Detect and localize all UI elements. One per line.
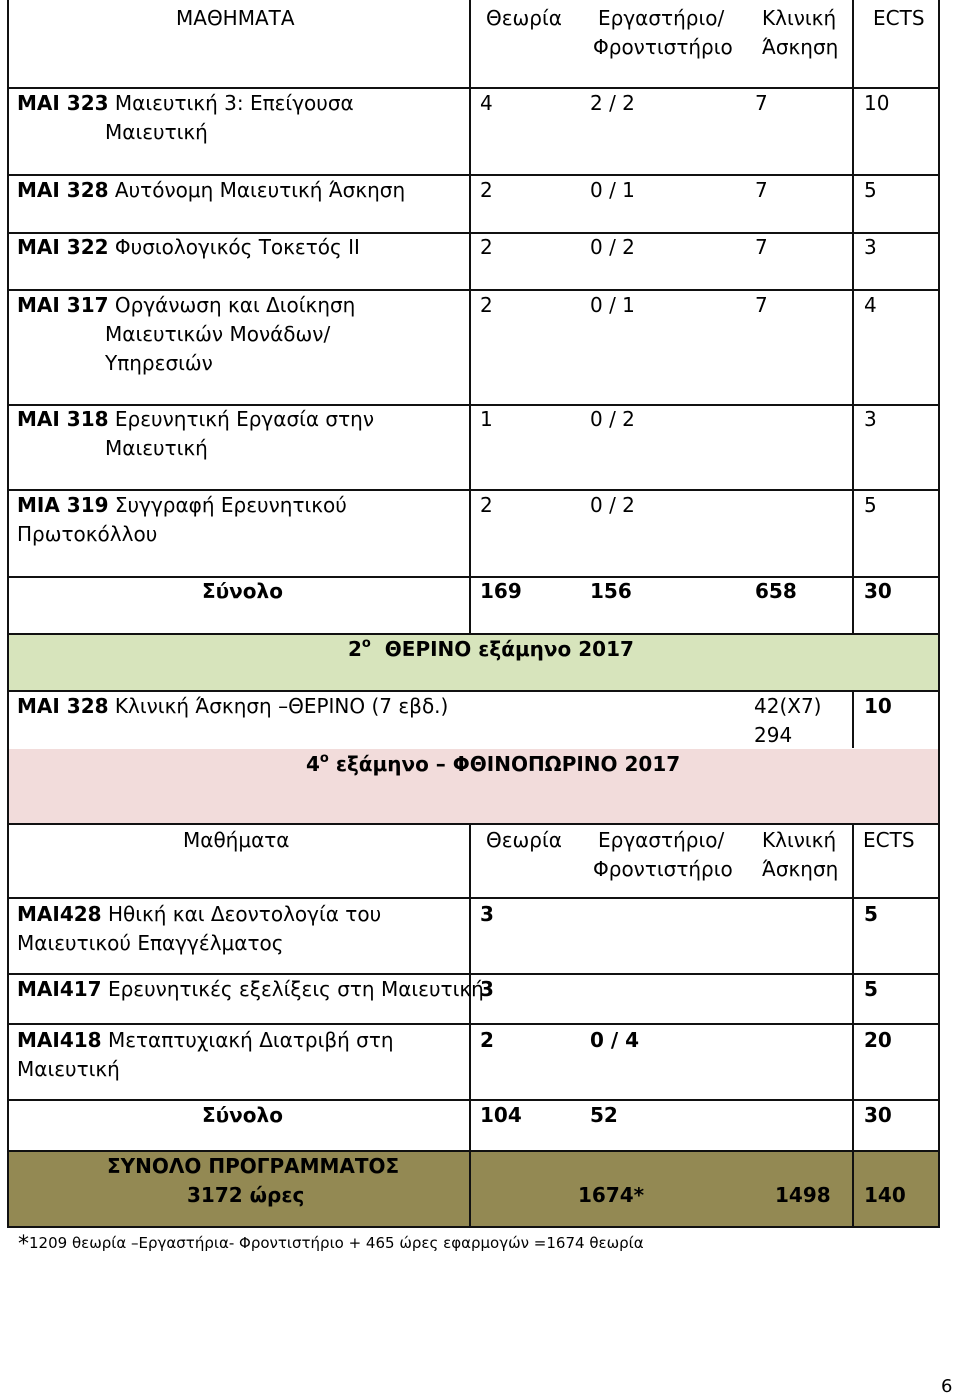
course-title: Αυτόνομη Μαιευτική Άσκηση <box>114 178 406 202</box>
ordinal-superscript: ο <box>319 751 329 766</box>
course-title: Οργάνωση και Διοίκηση <box>114 293 356 317</box>
course-row <box>17 233 360 262</box>
ordinal-superscript: ο <box>361 636 371 651</box>
header-lab-l2: Φροντιστήριο <box>593 35 733 59</box>
total-lab: 52 <box>590 1103 618 1127</box>
total-ects: 30 <box>864 1103 892 1127</box>
clinical-value: 7 <box>755 293 768 317</box>
course-code: ΜΑΙ 322 <box>17 235 109 259</box>
page-number: 6 <box>941 1376 953 1397</box>
clinical-value: 7 <box>755 235 768 259</box>
header-lab-l2: Φροντιστήριο <box>593 857 733 881</box>
course-row <box>17 900 381 929</box>
course-code: ΜΑΙ417 <box>17 977 102 1001</box>
course-title: Μεταπτυχιακή Διατριβή στη <box>107 1028 394 1052</box>
header-clinical-l2: Άσκηση <box>762 35 839 59</box>
header-lab-l1: Εργαστήριο/ <box>598 828 725 852</box>
theory-value: 2 <box>480 178 493 202</box>
course-title: Ερευνητική Εργασία στην <box>114 407 374 431</box>
lab-value: 0 / 1 <box>590 178 635 202</box>
rule <box>7 897 940 899</box>
rule <box>7 1226 940 1228</box>
lab-value: 0 / 2 <box>590 407 635 431</box>
header-clinical-l1: Κλινική <box>762 828 837 852</box>
course-code: ΜΑΙ418 <box>17 1028 102 1052</box>
course-code: ΜΑΙ 318 <box>17 407 109 431</box>
lab-value: 0 / 2 <box>590 493 635 517</box>
footnote-text: 1209 θεωρία –Εργαστήρια- Φροντιστήριο + 465 ώρες εφαρμογών =1674 θεωρία <box>29 1234 644 1252</box>
rule <box>852 0 854 634</box>
course-title-cont: Μαιευτική <box>105 436 208 460</box>
rule <box>469 823 471 1227</box>
header-clinical-l1: Κλινική <box>762 6 837 30</box>
rule <box>7 1099 940 1101</box>
header-courses: ΜΑΘΗΜΑΤΑ <box>176 6 295 30</box>
semester-name: ΘΕΡΙΝΟ εξάμηνο 2017 <box>384 637 634 661</box>
program-total-clinical: 1498 <box>775 1183 831 1207</box>
footnote <box>18 1232 644 1257</box>
program-total-hours: 3172 ώρες <box>187 1183 305 1207</box>
course-title-cont: Υπηρεσιών <box>105 351 213 375</box>
course-row <box>17 176 405 205</box>
course-row <box>17 491 347 520</box>
course-row <box>17 89 354 118</box>
course-title-cont: Μαιευτική <box>17 1057 120 1081</box>
semester-number: 4 <box>306 752 320 776</box>
ects-value: 4 <box>864 293 877 317</box>
rule <box>7 576 940 578</box>
course-title-cont: Πρωτοκόλλου <box>17 522 158 546</box>
lab-value: 0 / 2 <box>590 235 635 259</box>
ects-value: 20 <box>864 1028 892 1052</box>
rule <box>7 0 9 1228</box>
course-title: Συγγραφή Ερευνητικού <box>114 493 347 517</box>
header-lab-l1: Εργαστήριο/ <box>598 6 725 30</box>
semester-name: εξάμηνο – ΦΘΙΝΟΠΩΡΙΝΟ 2017 <box>335 752 681 776</box>
course-code: ΜΑΙ 317 <box>17 293 109 317</box>
total-lab: 156 <box>590 579 632 603</box>
ects-value: 5 <box>864 493 877 517</box>
total-clinical: 658 <box>755 579 797 603</box>
rule <box>7 823 940 825</box>
clinical-value: 42(Χ7) <box>754 694 822 718</box>
header-courses: Μαθήματα <box>183 828 290 852</box>
rule <box>469 0 471 634</box>
ects-value: 10 <box>864 91 890 115</box>
theory-value: 2 <box>480 293 493 317</box>
course-code: ΜΑΙ 328 <box>17 694 109 718</box>
course-title: Ηθική και Δεοντολογία του <box>107 902 382 926</box>
header-clinical-l2: Άσκηση <box>762 857 839 881</box>
total-theory: 104 <box>480 1103 522 1127</box>
total-ects: 30 <box>864 579 892 603</box>
clinical-value: 7 <box>755 91 768 115</box>
lab-value: 0 / 1 <box>590 293 635 317</box>
ects-value: 5 <box>864 178 877 202</box>
header-ects: ECTS <box>863 828 915 852</box>
course-code: ΜΑΙ428 <box>17 902 102 926</box>
rule <box>852 690 854 748</box>
total-theory: 169 <box>480 579 522 603</box>
course-row <box>17 975 484 1004</box>
program-total-lab: 1674* <box>578 1183 645 1207</box>
course-title-cont: Μαιευτικού Επαγγέλματος <box>17 931 284 955</box>
header-theory: Θεωρία <box>486 6 562 30</box>
course-title: Φυσιολογικός Τοκετός ΙΙ <box>114 235 360 259</box>
course-row <box>17 1026 394 1055</box>
course-row <box>17 692 448 721</box>
ects-value: 3 <box>864 407 877 431</box>
theory-value: 2 <box>480 1028 494 1052</box>
clinical-value: 7 <box>755 178 768 202</box>
program-total-label: ΣΥΝΟΛΟ ΠΡΟΓΡΑΜΜΑΤΟΣ <box>107 1154 400 1178</box>
course-row <box>17 291 355 320</box>
course-title-cont: Μαιευτικών Μονάδων/ <box>105 322 331 346</box>
total-label: Σύνολο <box>202 579 283 603</box>
course-title-cont: Μαιευτική <box>105 120 208 144</box>
course-title: Ερευνητικές εξελίξεις στη Μαιευτική <box>107 977 484 1001</box>
clinical-value-cont: 294 <box>754 723 793 747</box>
header-theory: Θεωρία <box>486 828 562 852</box>
course-title: Κλινική Άσκηση –ΘΕΡΙΝΟ (7 εβδ.) <box>114 694 449 718</box>
lab-value: 2 / 2 <box>590 91 635 115</box>
course-title: Μαιευτική 3: Επείγουσα <box>114 91 354 115</box>
footnote-marker: * <box>18 1232 29 1257</box>
autumn-semester-heading <box>306 750 680 779</box>
ects-value: 5 <box>864 977 878 1001</box>
rule <box>938 0 940 1228</box>
theory-value: 3 <box>480 902 494 926</box>
theory-value: 3 <box>480 977 494 1001</box>
course-row <box>17 405 374 434</box>
ects-value: 10 <box>864 694 892 718</box>
semester-number: 2 <box>348 637 362 661</box>
lab-value: 0 / 4 <box>590 1028 640 1052</box>
theory-value: 4 <box>480 91 493 115</box>
theory-value: 2 <box>480 235 493 259</box>
summer-semester-heading <box>348 635 634 664</box>
course-code: ΜΙΑ 319 <box>17 493 109 517</box>
header-ects: ECTS <box>873 6 925 30</box>
theory-value: 2 <box>480 493 493 517</box>
rule <box>852 823 854 1227</box>
program-total-ects: 140 <box>864 1183 906 1207</box>
course-code: ΜΑΙ 323 <box>17 91 109 115</box>
ects-value: 5 <box>864 902 878 926</box>
theory-value: 1 <box>480 407 493 431</box>
ects-value: 3 <box>864 235 877 259</box>
rule <box>7 1023 940 1025</box>
course-code: ΜΑΙ 328 <box>17 178 109 202</box>
total-label: Σύνολο <box>202 1103 283 1127</box>
